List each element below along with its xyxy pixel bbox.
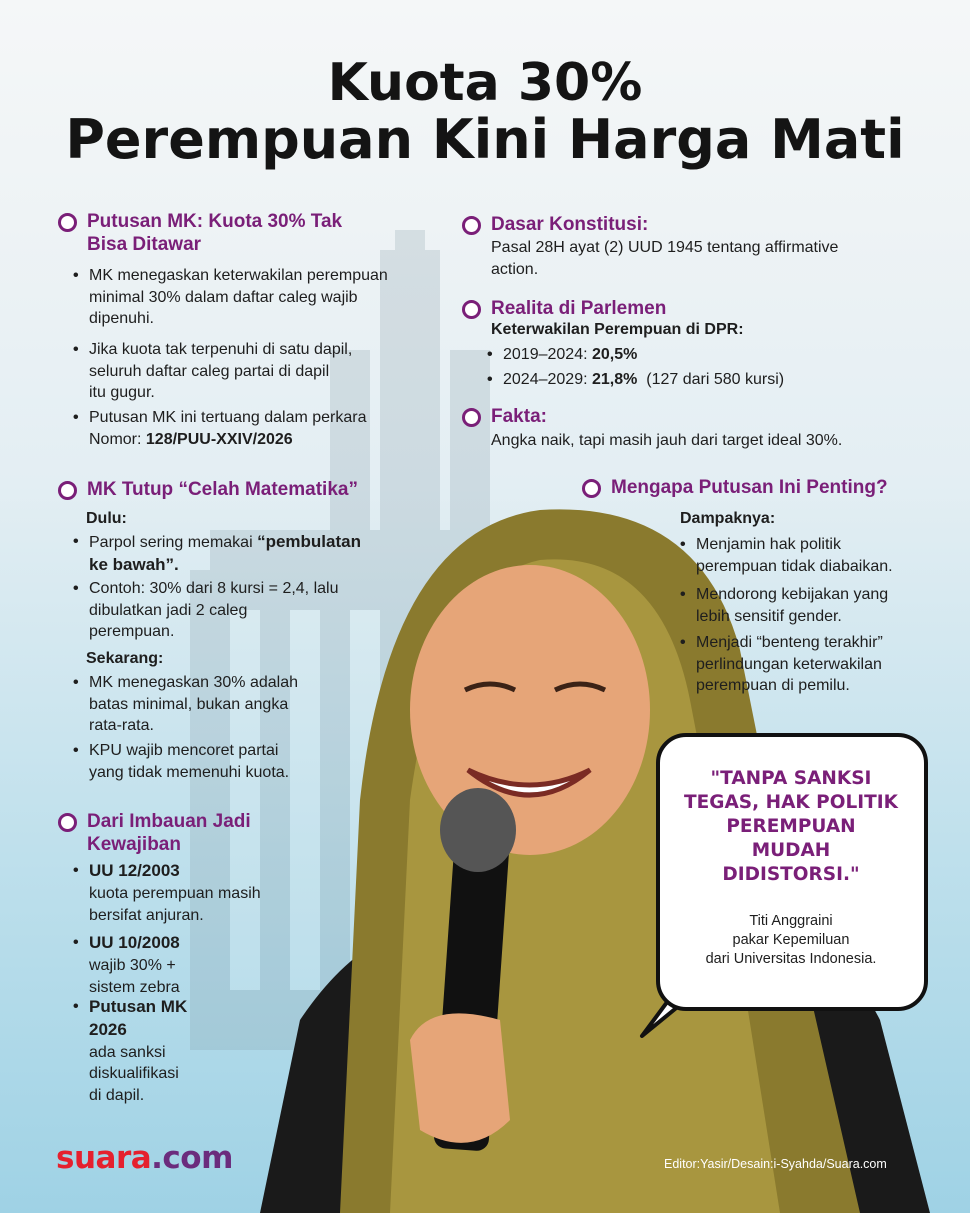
list-item: • Mendorong kebijakan yang lebih sensitif gender. — [680, 584, 888, 627]
circle-bullet-icon — [462, 408, 481, 427]
list-item: • UU 12/2003 kuota perempuan masih bersifat anjuran. — [73, 860, 261, 926]
circle-bullet-icon — [582, 479, 601, 498]
realita-subheading: Keterwakilan Perempuan di DPR: — [491, 321, 744, 338]
list-item: • MK menegaskan 30% adalah batas minimal, bukan angka rata-rata. — [73, 672, 298, 737]
list-item: • 2019–2024: 20,5% — [487, 344, 637, 366]
title-line-1: Kuota 30% — [327, 53, 643, 113]
title-line-2: Perempuan Kini Harga Mati — [65, 108, 905, 172]
list-item: • Parpol sering memakai “pembulatan ke bawah”. — [73, 531, 361, 577]
circle-bullet-icon — [58, 481, 77, 500]
heading-line: Bisa Ditawar — [87, 233, 202, 255]
fakta-text: Angka naik, tapi masih jauh dari target ideal 30%. — [491, 432, 843, 449]
section-putusan-mk-heading — [58, 211, 342, 257]
quote-source: Titi Anggraini pakar Kepemiluan dari Universitas Indonesia. — [705, 913, 877, 967]
list-item: • 2024–2029: 21,8% (127 dari 580 kursi) — [487, 369, 784, 391]
section-imbauan-heading: Dari Imbauan Jadi Kewajiban — [58, 811, 251, 857]
section-mengapa-heading: Mengapa Putusan Ini Penting? — [582, 477, 888, 500]
list-item: • Contoh: 30% dari 8 kursi = 2,4, lalu dibulatkan jadi 2 caleg perempuan. — [73, 578, 338, 643]
list-item: • MK menegaskan keterwakilan perempuan minimal 30% dalam daftar caleg wajib dipenuhi. — [73, 265, 388, 330]
subheading-dulu: Dulu: — [86, 510, 127, 527]
dampaknya-subheading: Dampaknya: — [680, 510, 776, 527]
list-item: • KPU wajib mencoret partai yang tidak memenuhi kuota. — [73, 740, 289, 783]
heading-line: Putusan MK: Kuota 30% Tak — [87, 211, 343, 232]
list-item: • Menjamin hak politik perempuan tidak diabaikan. — [680, 534, 893, 577]
section-celah-matematika-heading: MK Tutup “Celah Matematika” — [58, 479, 358, 502]
page-title — [0, 53, 970, 172]
list-item: • Menjadi “benteng terakhir” perlindungan keterwakilan perempuan di pemilu. — [680, 632, 883, 697]
subheading-sekarang: Sekarang: — [86, 650, 164, 667]
circle-bullet-icon — [58, 213, 77, 232]
circle-bullet-icon — [462, 216, 481, 235]
section-fakta-heading: Fakta: — [462, 406, 547, 429]
list-item: • Putusan MK 2026 ada sanksi diskualifikasi di dapil. — [73, 996, 187, 1107]
credit-text: Editor:Yasir/Desain:i-Syahda/Suara.com — [664, 1157, 887, 1171]
suara-logo: suara.com — [56, 1140, 233, 1176]
list-item: • Jika kuota tak terpenuhi di satu dapil, seluruh daftar caleg partai di dapil itu gugur. — [73, 339, 352, 404]
dasar-konstitusi-text: Pasal 28H ayat (2) UUD 1945 tentang affirmative action. — [491, 239, 839, 278]
circle-bullet-icon — [462, 300, 481, 319]
list-item: • UU 10/2008 wajib 30% + sistem zebra — [73, 932, 180, 998]
quote-text: "TANPA SANKSI TEGAS, HAK POLITIK PEREMPUAN MUDAH DIDISTORSI." — [684, 768, 898, 886]
circle-bullet-icon — [58, 813, 77, 832]
section-realita-heading: Realita di Parlemen — [462, 298, 666, 321]
section-dasar-konstitusi-heading: Dasar Konstitusi: — [462, 214, 648, 237]
list-item: • Putusan MK ini tertuang dalam perkara Nomor: 128/PUU-XXIV/2026 — [73, 407, 366, 450]
